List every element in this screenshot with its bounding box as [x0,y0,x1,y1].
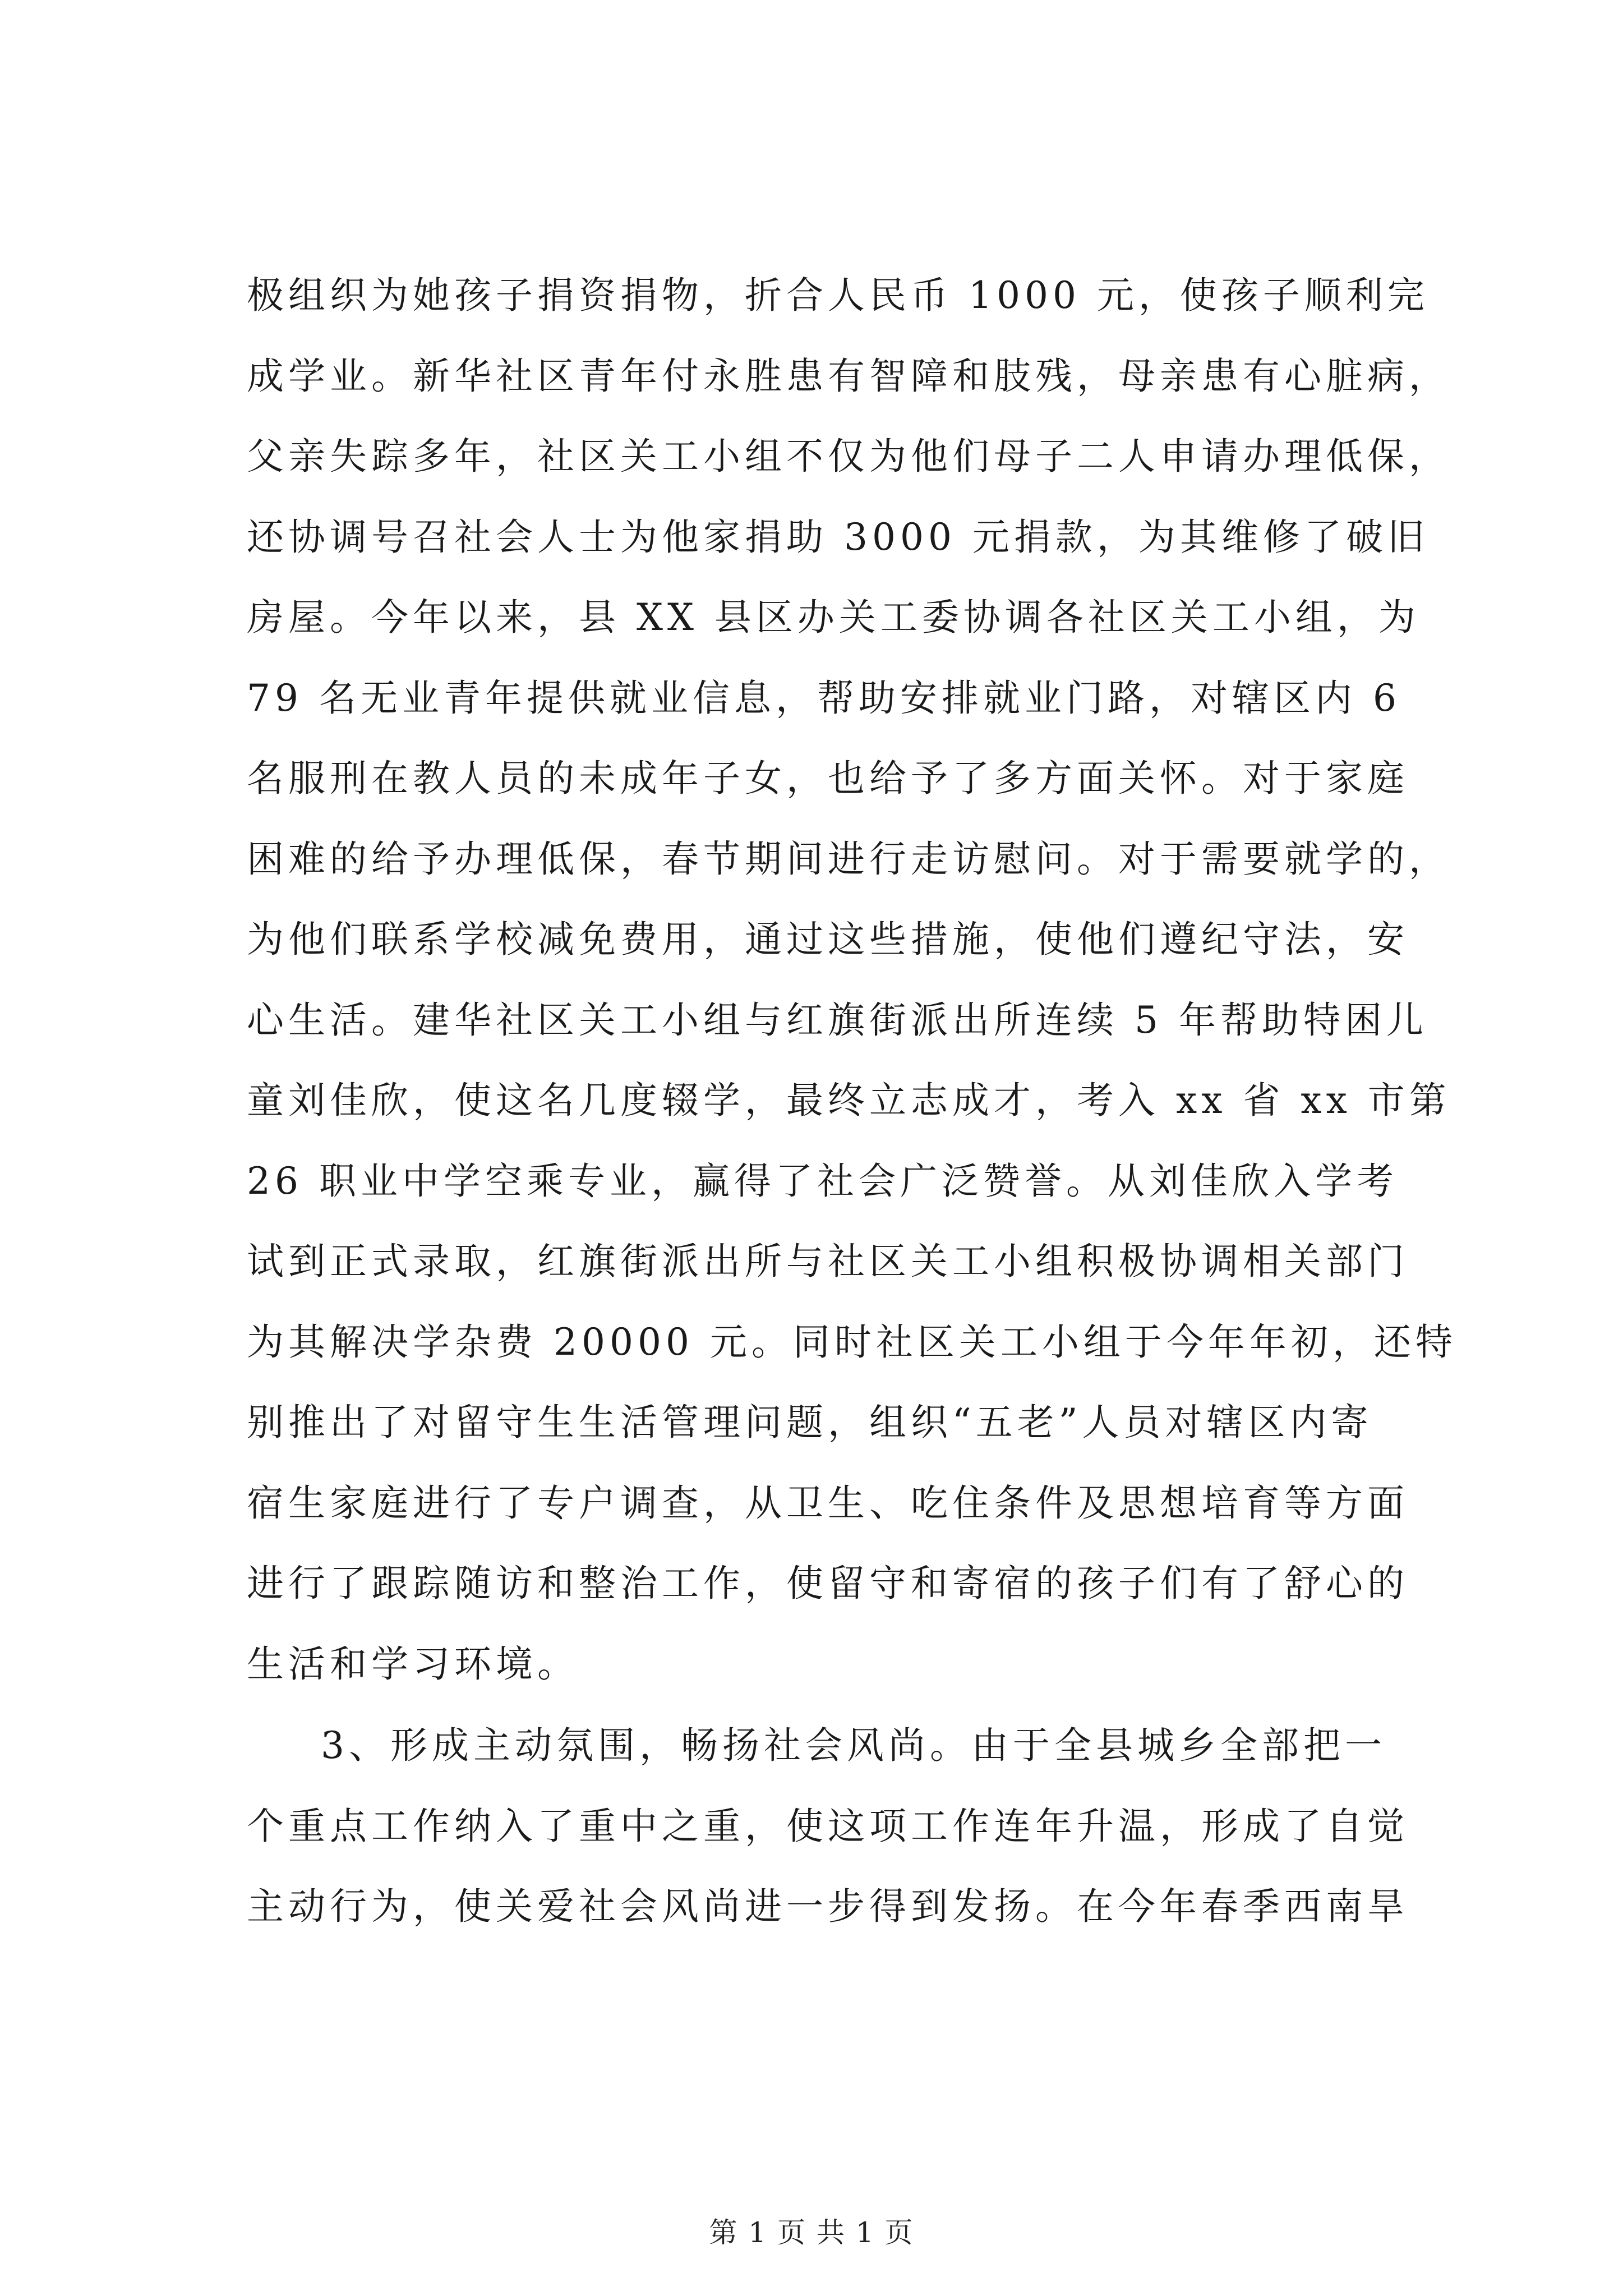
text-line: 26 职业中学空乘专业，赢得了社会广泛赞誉。从刘佳欣入学考 [247,1159,1398,1203]
text-line: 为其解决学杂费 20000 元。同时社区关工小组于今年年初，还特 [247,1320,1457,1364]
text-line: 试到正式录取，红旗街派出所与社区关工小组积极协调相关部门 [247,1240,1409,1283]
text-line: 成学业。新华社区青年付永胜患有智障和肢残，母亲患有心脏病， [247,354,1450,398]
text-line: 房屋。今年以来，县 XX 县区办关工委协调各社区关工小组，为 [247,596,1420,639]
text-line: 宿生家庭进行了专户调查，从卫生、吃住条件及思想培育等方面 [247,1481,1409,1525]
text-line: 为他们联系学校减免费用，通过这些措施，使他们遵纪守法，安 [247,918,1409,961]
paragraph-2 [247,1705,1409,1947]
text-line: 父亲失踪多年，社区关工小组不仅为他们母子二人申请办理低保， [247,435,1450,478]
text-line: 个重点工作纳入了重中之重，使这项工作连年升温，形成了自觉 [247,1804,1409,1848]
text-line: 79 名无业青年提供就业信息，帮助安排就业门路，对辖区内 6 [247,676,1401,720]
text-line: 生活和学习环境。 [247,1642,579,1686]
text-line: 别推出了对留守生生活管理问题，组织“五老”人员对辖区内寄 [247,1401,1373,1444]
text-line: 主动行为，使关爱社会风尚进一步得到发扬。在今年春季西南旱 [247,1885,1409,1928]
text-line: 极组织为她孩子捐资捐物，折合人民币 1000 元，使孩子顺利完 [247,274,1429,317]
text-line: 3、形成主动氛围，畅扬社会风尚。由于全县城乡全部把一 [321,1724,1386,1767]
text-line: 名服刑在教人员的未成年子女，也给予了多方面关怀。对于家庭 [247,757,1409,800]
paragraph-1 [247,255,1457,1704]
page-footer: 第 1 页 共 1 页 [709,2216,914,2249]
text-line: 心生活。建华社区关工小组与红旗街派出所连续 5 年帮助特困儿 [247,998,1428,1042]
text-line: 童刘佳欣，使这名几度辍学，最终立志成才，考入 xx 省 xx 市第 [247,1079,1451,1122]
text-line: 进行了跟踪随访和整治工作，使留守和寄宿的孩子们有了舒心的 [247,1562,1409,1605]
text-line: 还协调号召社会人士为他家捐助 3000 元捐款，为其维修了破旧 [247,515,1429,559]
text-line: 困难的给予办理低保，春节期间进行走访慰问。对于需要就学的， [247,837,1450,881]
document-body [247,255,1457,1947]
